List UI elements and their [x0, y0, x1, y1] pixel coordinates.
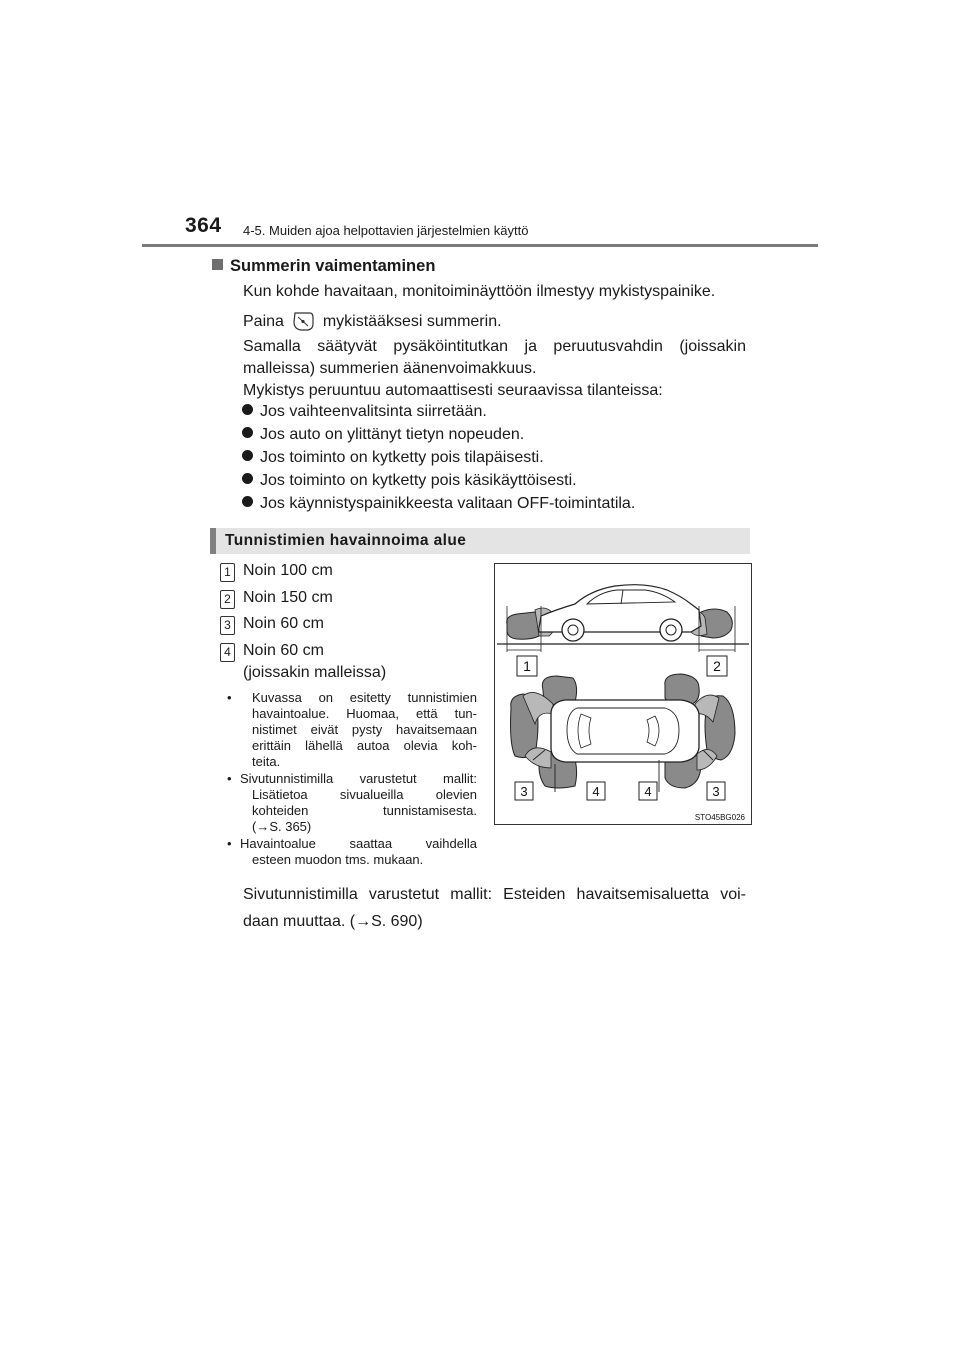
figure-label-3-left — [515, 782, 533, 800]
svg-text:3: 3 — [712, 784, 720, 799]
note-line: Lisätietoa sivualueilla olevien — [252, 787, 477, 802]
number-badge: 3 — [220, 616, 235, 635]
bullet-item: Jos toiminto on kytketty pois käsikäyttöisesti. — [242, 472, 577, 490]
number-badge: 2 — [220, 590, 235, 609]
figure-label-2 — [707, 656, 727, 676]
note-line: esteen muodon tms. mukaan. — [252, 852, 424, 867]
number-badge: 4 — [220, 643, 235, 662]
figure-label-1 — [517, 656, 537, 676]
note-bullet: • — [227, 690, 232, 705]
note-line: Havaintoalue saattaa vaihdella — [240, 836, 477, 851]
range-item-text: Noin 60 cm — [243, 615, 324, 632]
bullet-dot-icon — [242, 450, 253, 461]
svg-text:3: 3 — [520, 784, 528, 799]
note-bullet: • — [227, 836, 232, 851]
range-item-text-note: (joissakin malleissa) — [243, 664, 387, 681]
mute-paragraph-3-line1: Samalla säätyvät pysäköintitutkan ja peruutusvahdin (joissakin — [243, 338, 746, 355]
svg-text:4: 4 — [592, 784, 600, 799]
mute-button-icon — [291, 310, 315, 332]
mute-paragraph-1: Kun kohde havaitaan, monitoiminäyttöön ilmestyy mykistyspainike. — [243, 283, 716, 300]
bullet-dot-icon — [242, 427, 253, 438]
car-top-body — [551, 700, 699, 762]
range-item-text: Noin 60 cm — [243, 642, 324, 659]
figure-label-3-right — [707, 782, 725, 800]
header-divider — [142, 244, 818, 247]
note-line: teita. — [252, 754, 281, 769]
bullet-item: Jos vaihteenvalitsinta siirretään. — [242, 403, 487, 421]
note-line: nistimet eivät pysty havaitsemaan — [252, 722, 477, 737]
bullet-dot-icon — [242, 473, 253, 484]
note-line: kohteiden tunnistamisesta. — [252, 803, 477, 818]
svg-text:1: 1 — [523, 658, 531, 674]
bullet-item: Jos toiminto on kytketty pois tilapäisesti. — [242, 449, 544, 467]
number-badge: 1 — [220, 563, 235, 582]
page-number: 364 — [185, 214, 222, 237]
bullet-dot-icon — [242, 404, 253, 415]
svg-text:2: 2 — [713, 658, 721, 674]
note-line: erittäin lähellä autoa olevia koh- — [252, 738, 477, 753]
range-item-text: Noin 100 cm — [243, 562, 333, 579]
note-line: havaintoalue. Huomaa, että tun- — [252, 706, 477, 721]
heading-square-icon — [212, 259, 223, 270]
final-paragraph-line1: Sivutunnistimilla varustetut mallit: Esteiden havaitsemisaluetta voi- — [243, 886, 746, 903]
note-bullet: • — [227, 771, 232, 786]
rear-wheel — [660, 619, 682, 641]
section-banner-detection: Tunnistimien havainnoima alue — [210, 528, 750, 554]
sensor-range-figure — [494, 563, 752, 825]
mute-paragraph-3-line2: malleissa) summerien äänenvoimakkuus. — [243, 360, 537, 377]
svg-text:4: 4 — [644, 784, 652, 799]
bullet-item: Jos auto on ylittänyt tietyn nopeuden. — [242, 426, 524, 444]
note-line: Kuvassa on esitetty tunnistimien — [252, 690, 477, 705]
bullet-item: Jos käynnistyspainikkeesta valitaan OFF-toimintatila. — [242, 495, 635, 513]
front-wheel — [562, 619, 584, 641]
figure-label-4-left — [587, 782, 605, 800]
mute-paragraph-4: Mykistys peruuntuu automaattisesti seuraavissa tilanteissa: — [243, 382, 663, 399]
range-item-text: Noin 150 cm — [243, 589, 333, 606]
note-line: Sivutunnistimilla varustetut mallit: — [240, 771, 477, 786]
chapter-title: 4-5. Muiden ajoa helpottavien järjestelmien käyttö — [243, 223, 529, 238]
mute-paragraph-press: Paina mykistääksesi summerin. — [243, 310, 502, 333]
sensor-range-diagram — [495, 564, 751, 824]
note-line: (→S. 365) — [252, 819, 312, 834]
figure-label-4-right — [639, 782, 657, 800]
figure-code: STO45BG026 — [694, 813, 745, 822]
final-paragraph-line2: daan muuttaa. (→S. 690) — [243, 913, 423, 930]
bullet-dot-icon — [242, 496, 253, 507]
section-heading-mute: Summerin vaimentaminen — [212, 257, 435, 276]
